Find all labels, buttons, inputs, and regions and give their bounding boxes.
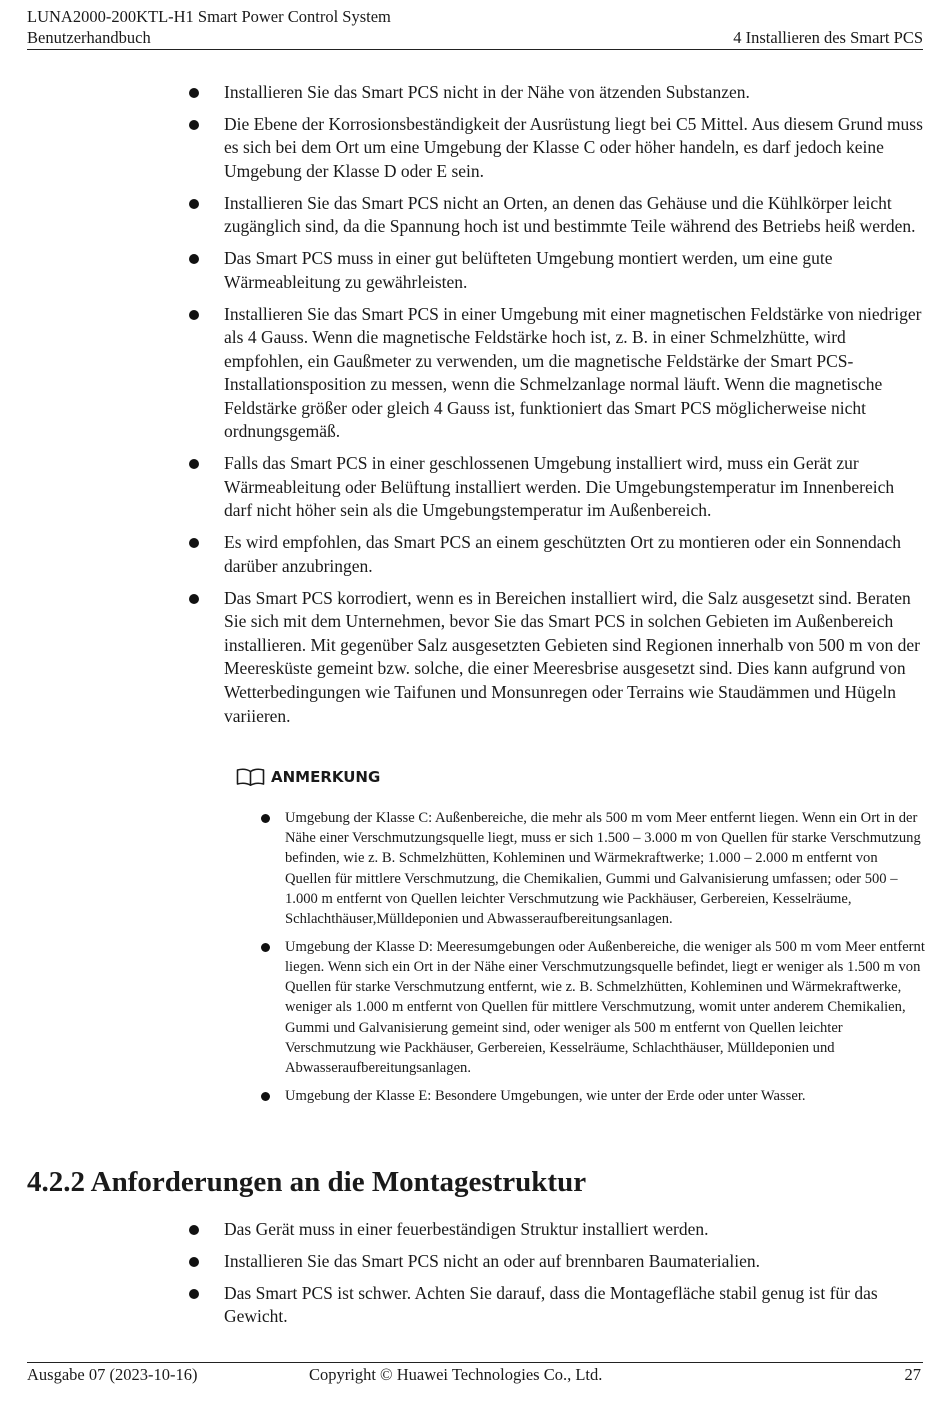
list-item — [186, 531, 926, 578]
bullet-icon — [261, 943, 270, 952]
bullet-icon — [189, 310, 199, 320]
bullet-icon — [189, 594, 199, 604]
list-item-text: Es wird empfohlen, das Smart PCS an einem geschützten Ort zu montieren oder ein Sonnendach darüber anzubringen. — [224, 532, 901, 576]
list-item-text: Installieren Sie das Smart PCS nicht an Orten, an denen das Gehäuse und die Kühlkörper leicht zugänglich sind, da die Spannung hoch ist und bestimmte Teile während des Betriebs heiß werden. — [224, 192, 916, 237]
footer-copyright: Copyright © Huawei Technologies Co., Ltd. — [309, 1365, 603, 1384]
list-item — [186, 247, 926, 294]
list-item — [186, 1218, 926, 1242]
list-item-text: Installieren Sie das Smart PCS in einer Umgebung mit einer magnetischen Feldstärke von niedriger als 4 Gauss. Wenn die magnetische Feldstärke hoch ist, z. B. in einer Schmelzhütte, wird empfohlen, ein Gaußmeter zu verwenden, um die magnetische Feldstärke der Smart PCS-Installationsposition zu messen, wenn die Schmelzanlage normal läuft. Wenn die magnetische Feldstärke größer oder gleich 4 Gauss ist, funktioniert das Smart PCS möglicherweise nicht ordnungsgemäß. — [224, 303, 922, 442]
list-item — [186, 1282, 926, 1329]
note-list — [261, 808, 926, 1113]
list-item — [186, 587, 926, 729]
list-item-text: Das Smart PCS ist schwer. Achten Sie darauf, dass die Montagefläche stabil genug ist für das Gewicht. — [224, 1282, 878, 1327]
list-item-text: Das Smart PCS muss in einer gut belüfteten Umgebung montiert werden, um eine gute Wärmeableitung zu gewährleisten. — [224, 248, 833, 292]
list-item-text: Die Ebene der Korrosionsbeständigkeit der Ausrüstung liegt bei C5 Mittel. Aus diesem Grund muss es sich bei dem Ort um eine Umgebung der Klasse C oder höher handeln, es darf jedoch keine Umgebung der Klasse D oder E sein. — [224, 113, 923, 181]
list-item — [186, 81, 926, 105]
list-item-text: Das Gerät muss in einer feuerbeständigen Struktur installiert werden. — [224, 1219, 709, 1239]
note-item-text: Umgebung der Klasse C: Außenbereiche, die mehr als 500 m vom Meer entfernt liegen. Wenn ein Ort in der Nähe einer Verschmutzungsquelle liegt, muss er sich 1.500 – 3.000 m von Quellen für starke Verschmutzung befinden, wie z. B. Schmelzhütten, Kohleminen und Wärmekraftwerke; 1.000 – 2.000 m entfernt von Quellen für mittlere Verschmutzung, die Chemikalien, Gummi und Galvanisierung umfassen; oder 500 – 1.000 m entfernt von Quellen leichter Verschmutzung wie Packhäuser, Gerbereien, Kesselräume, Schlachthäuser,Mülldeponien und Abwasseraufbereitungsanlagen. — [285, 810, 921, 928]
header-doc-type: Benutzerhandbuch — [27, 28, 151, 47]
note-item-text: Umgebung der Klasse D: Meeresumgebungen oder Außenbereiche, die weniger als 500 m vom Meer entfernt liegen. Wenn sich ein Ort in der Nähe einer Verschmutzungsquelle befindet, liegt er weniger als 1.500 m von Quellen für starke Verschmutzung entfernt, wie z. B. Schmelzhütten, Kohleminen und Wärmekraftwerke, weniger als 1.000 m entfernt von Quellen für mittlere Verschmutzung, womit unter anderem Chemikalien, Gummi und Galvanisierung gemeint sind, oder weniger als 500 m entfernt von Quellen leichter Verschmutzung wie Packhäuser, Gerbereien, Kesselräume, Schlachthäuser, Mülldeponien und Abwasseraufbereitungsanlagen. — [285, 938, 925, 1076]
section-title: 4.2.2 Anforderungen an die Montagestruktur — [27, 1166, 587, 1198]
bullet-icon — [189, 1289, 199, 1299]
list-item-text: Installieren Sie das Smart PCS nicht in der Nähe von ätzenden Substanzen. — [224, 82, 750, 102]
page-header — [27, 6, 923, 50]
note-item — [261, 1086, 926, 1106]
bullet-icon — [189, 1257, 199, 1267]
note-item — [261, 937, 926, 1078]
bullet-icon — [189, 1225, 199, 1235]
book-icon — [236, 768, 265, 786]
list-item — [186, 192, 926, 239]
bullet-icon — [189, 459, 199, 469]
note-title: ANMERKUNG — [271, 768, 381, 786]
list-item — [186, 303, 926, 445]
page-number: 27 — [904, 1365, 921, 1384]
list-item-text: Installieren Sie das Smart PCS nicht an oder auf brennbaren Baumaterialien. — [224, 1250, 761, 1271]
list-item-text: Falls das Smart PCS in einer geschlossenen Umgebung installiert wird, muss ein Gerät zur Wärmeableitung oder Belüftung installiert werden. Die Umgebungstemperatur im Innenbereich darf nicht höher sein als die Umgebungstemperatur im Außenbereich. — [224, 453, 895, 521]
bullet-icon — [189, 88, 199, 98]
header-chapter: 4 Installieren des Smart PCS — [733, 28, 923, 47]
requirements-list — [186, 81, 926, 736]
header-left — [27, 6, 391, 48]
bullet-icon — [189, 120, 199, 130]
header-product: LUNA2000-200KTL-H1 Smart Power Control System — [27, 7, 391, 26]
bullet-icon — [261, 814, 270, 823]
bullet-icon — [189, 538, 199, 548]
footer-edition: Ausgabe 07 (2023-10-16) — [27, 1365, 198, 1384]
mounting-requirements-list — [186, 1218, 926, 1337]
bullet-icon — [261, 1092, 270, 1101]
note-item — [261, 808, 926, 929]
bullet-icon — [189, 254, 199, 264]
note-heading — [236, 766, 380, 788]
list-item — [186, 1250, 926, 1274]
list-item-text: Das Smart PCS korrodiert, wenn es in Bereichen installiert wird, die Salz ausgesetzt sind. Beraten Sie sich mit dem Unternehmen, bevor Sie das Smart PCS in solchen Gebieten im Außenbereich installieren. Mit gegenüber Salz ausgesetzten Gebieten sind Regionen innerhalb von 500 m von der Meeresküste gemeint bzw. solche, die einer Meeresbrise ausgesetzt sind. Dies kann aufgrund von Wetterbedingungen wie Taifunen und Monsunregen oder Terrains wie Staudämmen und Hügeln variieren. — [224, 587, 920, 726]
page-footer — [27, 1362, 923, 1388]
note-item-text: Umgebung der Klasse E: Besondere Umgebungen, wie unter der Erde oder unter Wasser. — [285, 1087, 806, 1104]
bullet-icon — [189, 199, 199, 209]
list-item — [186, 452, 926, 523]
list-item — [186, 113, 926, 184]
